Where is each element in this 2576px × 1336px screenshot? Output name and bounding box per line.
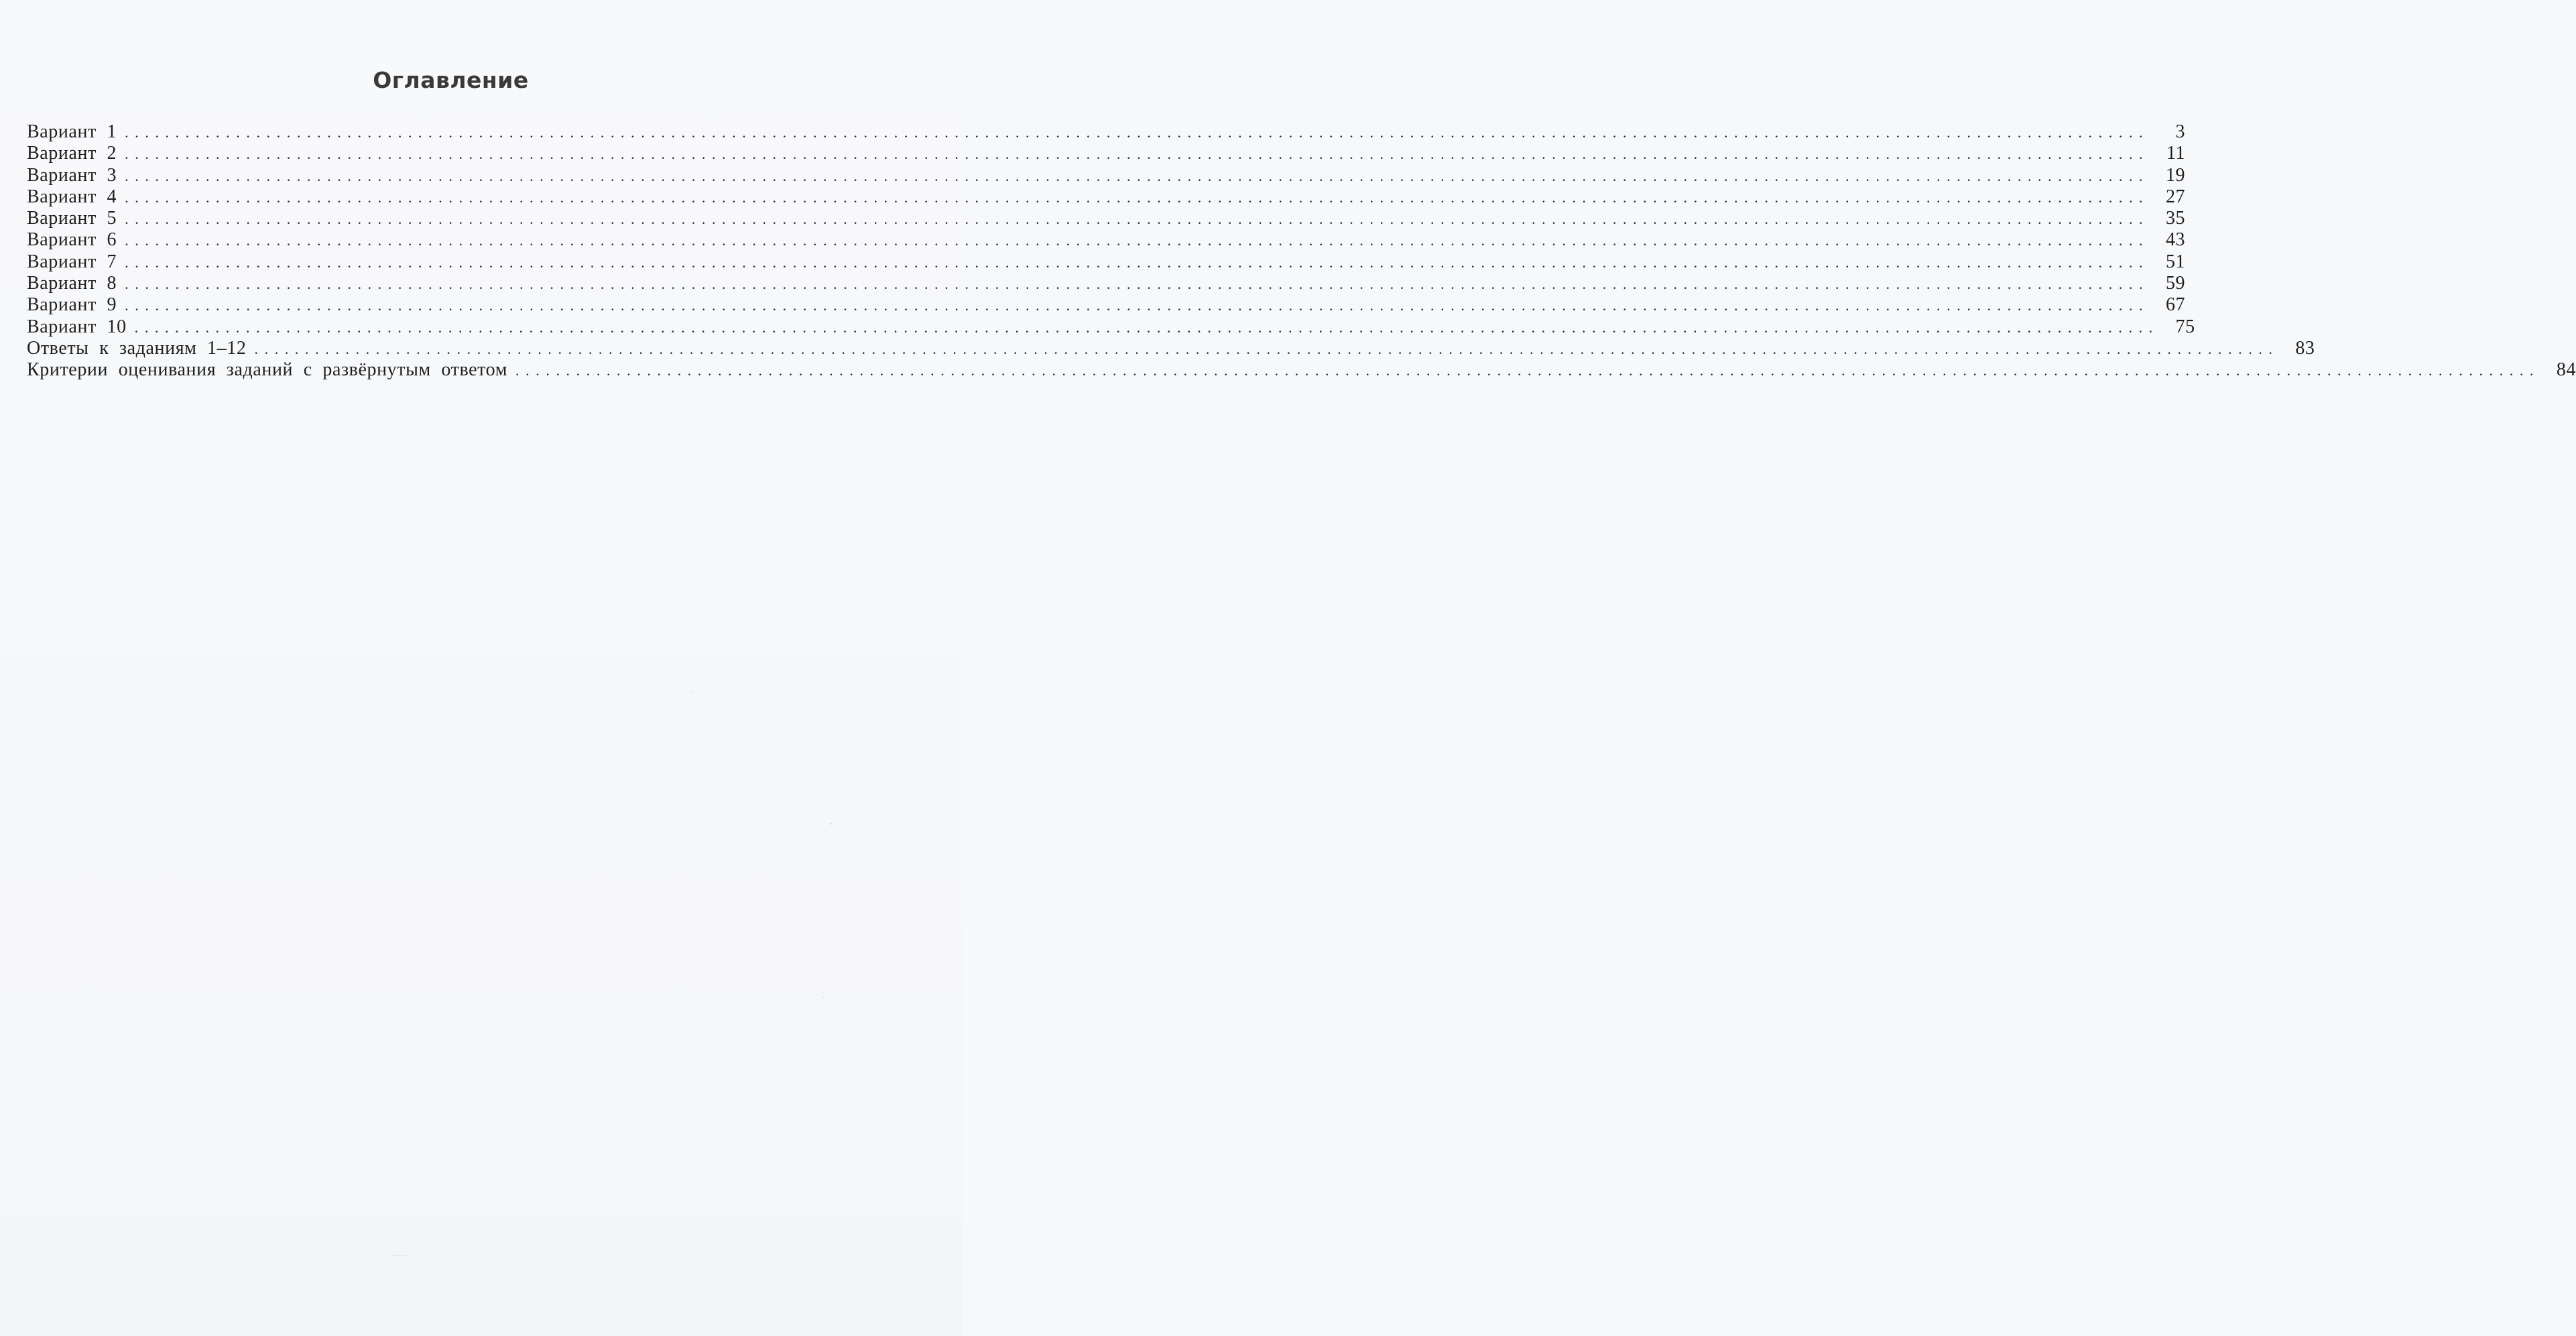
- toc-entry[interactable]: [27, 208, 2186, 229]
- toc-entry-label: Вариант 4: [27, 186, 117, 207]
- toc-entry-label: Вариант 2: [27, 143, 117, 164]
- toc-entry-label: Вариант 7: [27, 251, 117, 272]
- toc-dot-leader: ........................................................................................................................................................................................................: [125, 124, 2150, 141]
- toc-entry-label: Вариант 3: [27, 164, 117, 186]
- toc-entry[interactable]: [27, 143, 2186, 164]
- toc-entry-page: 59: [2165, 273, 2186, 294]
- toc-entry-page: 43: [2165, 229, 2186, 251]
- toc-entry-label: Вариант 5: [27, 208, 117, 229]
- toc-dot-leader: ........................................................................................................................................................................................................: [125, 188, 2150, 206]
- toc-entry-label: Вариант 9: [27, 294, 117, 316]
- toc-entry[interactable]: [27, 273, 2186, 294]
- toc-entry-page: 3: [2175, 121, 2186, 142]
- toc-dot-leader: ........................................................................................................................................................................................................: [125, 253, 2150, 271]
- toc-entry[interactable]: [27, 359, 2576, 381]
- toc-entry-page: 27: [2165, 186, 2186, 207]
- paper-speck: [429, 877, 430, 878]
- table-of-contents: [27, 121, 2576, 381]
- toc-dot-leader: ........................................................................................................................................................................................................: [515, 362, 2540, 379]
- toc-entry-label: Вариант 6: [27, 229, 117, 251]
- toc-entry-label: Вариант 1: [27, 121, 117, 142]
- toc-entry[interactable]: [27, 337, 2315, 359]
- toc-entry-page: 75: [2175, 316, 2195, 337]
- toc-entry[interactable]: [27, 316, 2195, 338]
- toc-entry-label: Вариант 8: [27, 273, 117, 294]
- toc-entry-page: 84: [2556, 359, 2576, 381]
- toc-entry[interactable]: [27, 164, 2186, 186]
- toc-dot-leader: ........................................................................................................................................................................................................: [125, 276, 2150, 293]
- page-title: Оглавление: [373, 67, 529, 93]
- toc-dot-leader: ........................................................................................................................................................................................................: [125, 232, 2150, 249]
- toc-entry[interactable]: [27, 121, 2186, 143]
- paper-speck: [692, 692, 694, 693]
- toc-entry-page: 11: [2166, 143, 2186, 164]
- toc-dot-leader: ........................................................................................................................................................................................................: [254, 340, 2279, 357]
- toc-entry[interactable]: [27, 251, 2186, 273]
- toc-entry-page: 35: [2165, 208, 2186, 229]
- toc-dot-leader: ........................................................................................................................................................................................................: [125, 297, 2150, 314]
- toc-entry[interactable]: [27, 294, 2186, 316]
- toc-entry-label: Критерии оценивания заданий с развёрнутым ответом: [27, 359, 508, 381]
- paper-speck: [830, 823, 832, 825]
- toc-dot-leader: ........................................................................................................................................................................................................: [125, 210, 2150, 228]
- paper-speck: [822, 997, 824, 998]
- toc-dot-leader: ........................................................................................................................................................................................................: [134, 318, 2159, 336]
- toc-entry-page: 83: [2295, 337, 2315, 359]
- toc-entry[interactable]: [27, 186, 2186, 208]
- toc-entry-label: Вариант 10: [27, 316, 127, 337]
- toc-entry-label: Ответы к заданиям 1–12: [27, 337, 247, 359]
- toc-entry-page: 67: [2165, 294, 2186, 316]
- toc-dot-leader: ........................................................................................................................................................................................................: [125, 167, 2150, 184]
- toc-dot-leader: ........................................................................................................................................................................................................: [125, 145, 2150, 163]
- toc-entry[interactable]: [27, 229, 2186, 251]
- toc-entry-page: 51: [2165, 251, 2186, 272]
- toc-entry-page: 19: [2165, 164, 2186, 186]
